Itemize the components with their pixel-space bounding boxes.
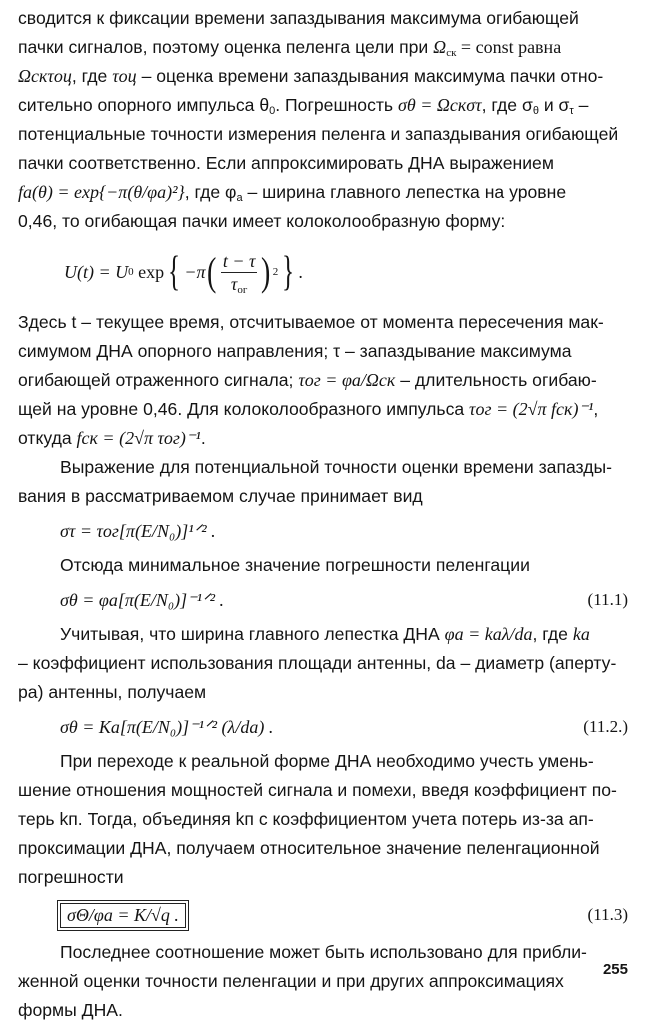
- right-paren: ): [261, 249, 271, 294]
- equation-tau: [18, 511, 628, 551]
- paragraph-6-cont: [18, 776, 628, 892]
- text-line: Последнее соотношение может быть использовано для прибли-: [60, 942, 587, 962]
- text-line: потенциальные точности измерения пеленга и запаздывания огибающей: [18, 124, 619, 144]
- text-fragment: –: [573, 95, 589, 115]
- equation-number: (11.2.): [583, 717, 628, 736]
- eq-end: .: [298, 261, 303, 282]
- text-line: погрешности: [18, 867, 124, 887]
- paragraph-5: [18, 620, 628, 649]
- page-number: 255: [602, 961, 628, 978]
- text-line: женной оценки точности пеленгации и при других аппроксимациях: [18, 971, 564, 991]
- text-fragment: , где φ: [184, 182, 237, 202]
- eq-text: σθ = Kа[π(E/N₀)]⁻¹ᐟ² (λ/dа) .: [60, 716, 274, 737]
- page-content: [18, 4, 628, 1025]
- math-inline: σθ = Ωскστ: [398, 95, 482, 115]
- eq-exp: exp: [138, 261, 165, 282]
- eq-text: σθ = φа[π(E/N₀)]⁻¹ᐟ² .: [60, 589, 225, 610]
- math-inline: fа(θ) = exp{−π(θ/φа)²}: [18, 182, 185, 202]
- text-fragment: сительно опорного импульса θ: [18, 95, 270, 115]
- text-fragment: – ширина главного лепестка на уровне: [242, 182, 567, 202]
- eq-sub: ог: [237, 283, 248, 296]
- text-fragment: , где: [71, 66, 108, 86]
- text-fragment: , где: [532, 624, 568, 644]
- text-fragment: огибающей отраженного сигнала;: [18, 370, 294, 390]
- left-brace: {: [168, 249, 181, 295]
- text-fragment: – оценка времени запаздывания максимума пачки отно-: [141, 66, 604, 86]
- text-fragment: ,: [593, 399, 599, 419]
- math-inline: φа = kаλ/dа: [444, 624, 533, 644]
- paragraph-5-cont: [18, 649, 628, 707]
- left-paren: (: [207, 249, 217, 294]
- text-fragment: , где σ: [481, 95, 533, 115]
- text-line: симумом ДНА опорного направления; τ – запаздывание максимума: [18, 341, 572, 361]
- paragraph-1: сводится к фиксации времени запаздывания максимума огибающей пачки сигналов, поэтому оценка пеленга цели при $\Omega_{ск}$ = const равна Ωскτоц, где τоц – оценка времени запаздывания максимума пачки отно- сительно опорного импульса $\theta_0$. Погрешность σθ = Ωскστ, где $\sigma_\theta$ и $\sigma_\tau$ – потенциальные точности измерения пеленга и запаздывания огибающей пачки соответственно. Если аппроксимировать ДНА выражением fа(θ) = exp{−π(θ/φа)²}, где $\varphi_а$ – ширина главного лепестка на уровне 0,46, то огибающая пачки имеет колоколообразную форму:: [18, 8, 619, 231]
- text-line: Отсюда минимальное значение погрешности пеленгации: [60, 555, 530, 575]
- text-line: вания в рассматриваемом случае принимает вид: [18, 486, 423, 506]
- right-brace: }: [282, 249, 295, 295]
- equation-11-2: [18, 707, 628, 747]
- text-fragment: .: [200, 428, 206, 448]
- eq-minus-pi: −π: [184, 261, 206, 282]
- eq-boxed-text: σΘ/φa = K/√q .: [60, 903, 186, 928]
- text-line: пачки сигналов, поэтому оценка пеленга цели при: [18, 37, 429, 57]
- paragraph-7: [18, 938, 628, 967]
- math-inline: fск = (2√π τог)⁻¹: [76, 428, 201, 448]
- text-line: проксимации ДНА, получаем относительное значение пеленгационной: [18, 838, 600, 858]
- math-inline: Ωскτоц: [18, 66, 72, 86]
- paragraph-4: [18, 551, 628, 580]
- eq-denominator: τ: [230, 273, 238, 294]
- text-line: – коэффициент использования площади антенны, dа – диаметр (аперту-: [18, 653, 617, 673]
- eq-lhs: U(t) = U: [64, 261, 129, 282]
- text-line: Выражение для потенциальной точности оценки времени запазды-: [60, 457, 613, 477]
- math-inline: τоц: [112, 66, 137, 86]
- equation-11-3: [18, 892, 628, 938]
- paragraph-2: [18, 308, 628, 453]
- text-line: 0,46, то огибающая пачки имеет колоколообразную форму:: [18, 211, 506, 231]
- equation-11-1: [18, 580, 628, 620]
- text-line: пачки соответственно. Если аппроксимировать ДНА выражением: [18, 153, 554, 173]
- math-inline: $\Omega_{ск}$ = const равна: [433, 37, 562, 59]
- text-fragment: . Погрешность: [275, 95, 394, 115]
- text-line: ра) антенны, получаем: [18, 682, 207, 702]
- text-fragment: Учитывая, что ширина главного лепестка ДНА: [60, 624, 440, 644]
- text-fragment: и σ: [538, 95, 570, 115]
- paragraph-3: [18, 453, 628, 511]
- math-inline: τог = φа/Ωск: [298, 370, 396, 390]
- text-line: формы ДНА.: [18, 1000, 123, 1020]
- equation-envelope: U(t) = U 0 exp { −π ( $\frac{t - \tau}{\tau_{ог}}$ ) 2 } .: [64, 249, 303, 296]
- text-fragment: – длительность огибаю-: [400, 370, 597, 390]
- text-line: терь kп. Тогда, объединяя kп с коэффициентом учета потерь из-за ап-: [18, 809, 594, 829]
- equation-number: (11.1): [587, 590, 628, 609]
- text-fragment: откуда: [18, 428, 72, 448]
- eq-fraction: [221, 250, 258, 295]
- eq-numerator: t − τ: [222, 250, 256, 271]
- text-line: шение отношения мощностей сигнала и помехи, введя коэффициент по-: [18, 780, 617, 800]
- paragraph-7-cont: [18, 967, 628, 1025]
- text-line: сводится к фиксации времени запаздывания максимума огибающей: [18, 8, 579, 28]
- math-inline: kа: [572, 624, 590, 644]
- text-line: При переходе к реальной форме ДНА необходимо учесть умень-: [60, 751, 594, 771]
- text-fragment: щей на уровне 0,46. Для колоколообразного импульса: [18, 399, 465, 419]
- math-inline: τог = (2√π fск)⁻¹: [469, 399, 594, 419]
- paragraph-6: [18, 747, 628, 776]
- text-line: Здесь t – текущее время, отсчитываемое от момента пересечения мак-: [18, 312, 604, 332]
- eq-text: στ = τог[π(E/N₀)]¹ᐟ² .: [60, 520, 216, 541]
- equation-number: (11.3): [587, 905, 628, 924]
